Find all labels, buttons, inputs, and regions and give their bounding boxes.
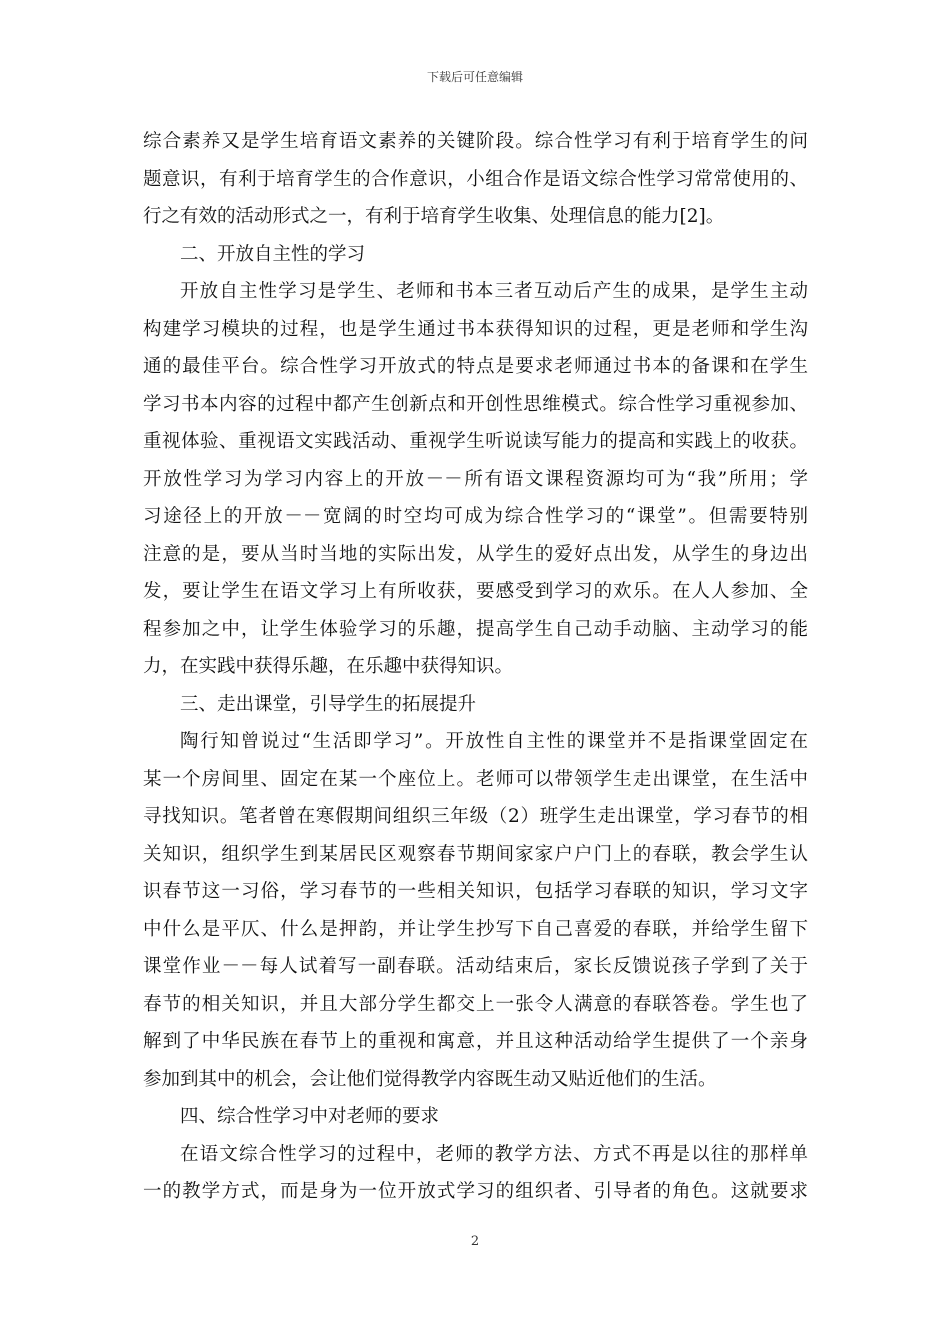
- text-line: 程参加之中，让学生体验学习的乐趣，提高学生自己动手动脑、主动学习的能: [143, 618, 808, 640]
- text-line: 行之有效的活动形式之一，有利于培育学生收集、处理信息的能力[2]。: [143, 206, 725, 227]
- page-number: 2: [470, 1234, 480, 1249]
- text-line: 二、开放自主性的学习: [180, 243, 366, 265]
- text-line: 三、走出课堂，引导学生的拓展提升: [180, 693, 477, 715]
- text-line: 识春节这一习俗，学习春节的一些相关知识，包括学习春联的知识，学习文字: [143, 881, 808, 902]
- text-line: 春节的相关知识，并且大部分学生都交上一张令人满意的春联答卷。学生也了: [143, 993, 808, 1015]
- text-line: 开放性学习为学习内容上的开放－－所有语文课程资源均可为“我”所用；学: [143, 468, 808, 490]
- text-line: 题意识，有利于培育学生的合作意识，小组合作是语文综合性学习常常使用的、: [143, 168, 808, 190]
- text-line: 解到了中华民族在春节上的重视和寓意，并且这种活动给学生提供了一个亲身: [143, 1031, 808, 1052]
- text-line: 在语文综合性学习的过程中，老师的教学方法、方式不再是以往的那样单: [180, 1143, 808, 1165]
- document-body: [143, 123, 808, 1211]
- text-line: 一的教学方式，而是身为一位开放式学习的组织者、引导者的角色。这就要求: [143, 1181, 808, 1202]
- text-line: 参加到其中的机会，会让他们觉得教学内容既生动又贴近他们的生活。: [143, 1068, 717, 1090]
- text-line: 通的最佳平台。综合性学习开放式的特点是要求老师通过书本的备课和在学生: [143, 356, 808, 377]
- text-line: 四、综合性学习中对老师的要求: [180, 1106, 440, 1127]
- page-header: 下载后可任意编辑: [426, 70, 523, 84]
- text-line: 发，要让学生在语文学习上有所收获，要感受到学习的欢乐。在人人参加、全: [143, 581, 808, 602]
- text-line: 综合素养又是学生培育语文素养的关键阶段。综合性学习有利于培育学生的问: [143, 131, 808, 152]
- text-line: 构建学习模块的过程，也是学生通过书本获得知识的过程，更是老师和学生沟: [143, 318, 808, 340]
- text-line: 寻找知识。笔者曾在寒假期间组织三年级（2）班学生走出课堂，学习春节的相: [143, 806, 808, 827]
- text-line: 陶行知曾说过“生活即学习”。开放性自主性的课堂并不是指课堂固定在: [180, 731, 808, 752]
- text-line: 力，在实践中获得乐趣，在乐趣中获得知识。: [143, 656, 514, 677]
- text-line: 重视体验、重视语文实践活动、重视学生听说读写能力的提高和实践上的收获。: [143, 431, 808, 452]
- text-line: 中什么是平仄、什么是押韵，并让学生抄写下自己喜爱的春联，并给学生留下: [143, 918, 808, 940]
- text-line: 学习书本内容的过程中都产生创新点和开创性思维模式。综合性学习重视参加、: [143, 393, 808, 415]
- text-line: 习途径上的开放－－宽阔的时空均可成为综合性学习的“课堂”。但需要特别: [143, 506, 808, 527]
- text-line: 关知识，组织学生到某居民区观察春节期间家家户户门上的春联，教会学生认: [143, 843, 808, 865]
- text-line: 开放自主性学习是学生、老师和书本三者互动后产生的成果，是学生主动: [180, 281, 808, 302]
- text-line: 课堂作业－－每人试着写一副春联。活动结束后，家长反馈说孩子学到了关于: [143, 956, 808, 977]
- text-line: 某一个房间里、固定在某一个座位上。老师可以带领学生走出课堂，在生活中: [143, 768, 808, 790]
- text-line: 注意的是，要从当时当地的实际出发，从学生的爱好点出发，从学生的身边出: [143, 543, 808, 565]
